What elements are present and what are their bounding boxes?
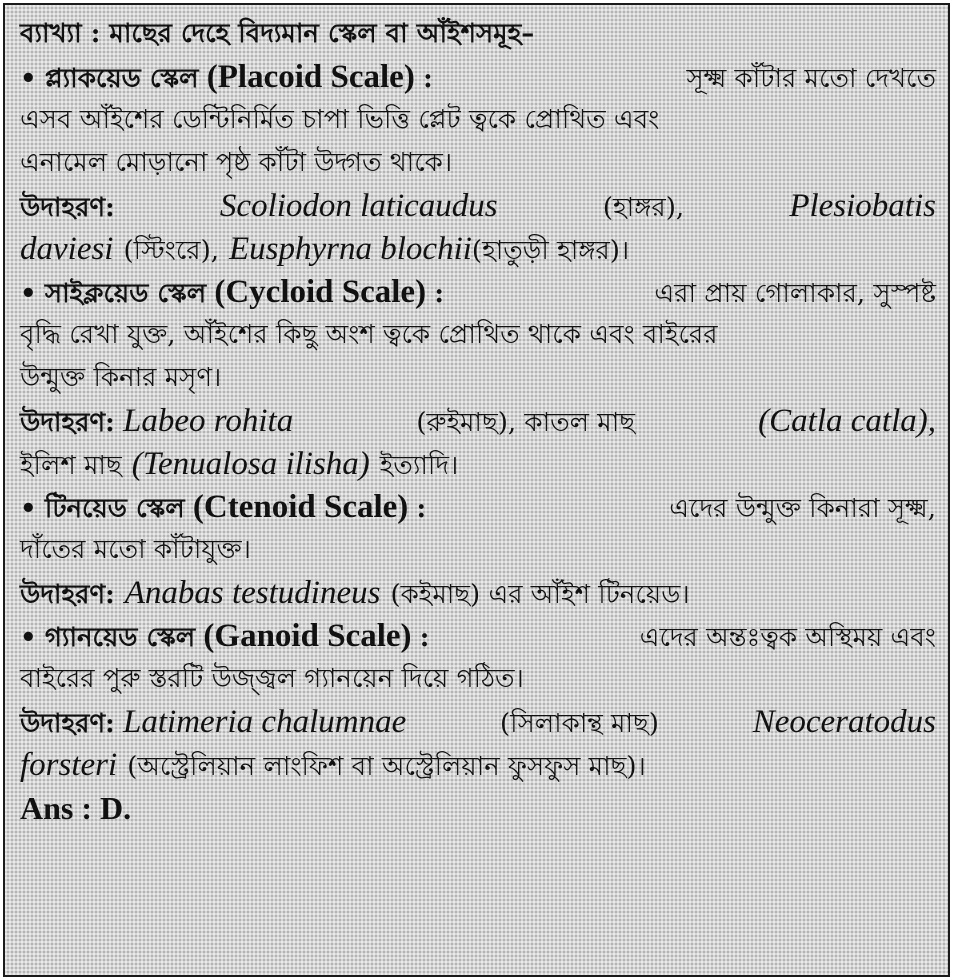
- placoid-desc-line3-row: [20, 142, 936, 185]
- scientific-name: Eusphyrna blochii: [229, 231, 472, 267]
- example-label: উদাহরণ:: [20, 709, 115, 739]
- ctenoid-desc-line2: দাঁতের মতো কাঁটাযুক্ত।: [20, 535, 251, 565]
- scientific-name: daviesi: [20, 231, 114, 267]
- cycloid-desc-line3-row: [20, 357, 936, 400]
- ctenoid-desc-line2-row: [20, 529, 936, 572]
- example-label: উদাহরণ:: [20, 193, 115, 223]
- scientific-name: (Catla catla),: [758, 403, 936, 439]
- common-name: (হাঙ্গর),: [602, 193, 685, 223]
- explanation-title-line: [20, 13, 936, 56]
- cycloid-example-line2: [20, 443, 936, 486]
- common-name: ইলিশ মাছ: [20, 451, 122, 481]
- placoid-desc-line2-row: [20, 99, 936, 142]
- common-name: ইত্যাদি।: [379, 451, 459, 481]
- example-label: উদাহরণ:: [20, 408, 115, 438]
- scientific-name: Anabas testudineus: [124, 575, 381, 611]
- cycloid-desc-line2: বৃদ্ধি রেখা যুক্ত, আঁইশের কিছু অংশ ত্বকে প্রোথিত থাকে এবং বাইরের: [20, 320, 718, 350]
- explanation-box: [3, 3, 950, 977]
- ctenoid-name-bn: টিনয়েড স্কেল: [44, 494, 185, 524]
- bullet: •: [20, 64, 37, 94]
- placoid-name-en: (Placoid Scale): [206, 59, 415, 95]
- scientific-name: (Tenualosa ilisha): [131, 446, 370, 482]
- ctenoid-example-line1: [20, 572, 936, 615]
- ganoid-name-bn: গ্যানয়েড স্কেল: [44, 623, 196, 653]
- answer: Ans : D.: [20, 790, 132, 826]
- ganoid-heading-line: [20, 615, 936, 658]
- ganoid-example-line1: [20, 701, 936, 744]
- cycloid-desc-line3: উন্মুক্ত কিনার মসৃণ।: [20, 363, 222, 393]
- cycloid-name-bn: সাইক্লয়েড স্কেল: [44, 279, 207, 309]
- separator: :: [434, 279, 444, 309]
- common-name: (স্টিংরে),: [123, 236, 220, 266]
- placoid-desc-line2: এসব আঁইশের ডেন্টিনির্মিত চাপা ভিত্তি প্লেট ত্বকে প্রোথিত এবং: [20, 105, 660, 135]
- placoid-heading: [20, 56, 433, 101]
- answer-line: [20, 787, 936, 830]
- cycloid-example-line1: [20, 400, 936, 443]
- common-name: (রুইমাছ), কাতল মাছ: [416, 408, 636, 438]
- placoid-name-bn: প্ল্যাকয়েড স্কেল: [44, 64, 199, 94]
- separator: :: [419, 623, 430, 653]
- common-name: (হাতুড়ী হাঙ্গর)।: [471, 236, 630, 266]
- ganoid-name-en: (Ganoid Scale): [203, 618, 412, 654]
- separator: :: [423, 64, 433, 94]
- ctenoid-heading: [20, 486, 426, 531]
- bullet: •: [20, 494, 37, 524]
- scientific-name: Labeo rohita: [123, 403, 294, 439]
- separator: :: [416, 494, 427, 524]
- cycloid-heading: [20, 271, 444, 316]
- placoid-heading-line: [20, 56, 936, 99]
- placoid-desc-line3: এনামেল মোড়ানো পৃষ্ঠ কাঁটা উদ্গত থাকে।: [20, 148, 453, 178]
- example-label: উদাহরণ:: [20, 580, 115, 610]
- cycloid-heading-line: [20, 271, 936, 314]
- ganoid-heading: [20, 615, 429, 660]
- common-name: (কইমাছ) এর আঁইশ টিনয়েড।: [390, 580, 690, 610]
- cycloid-name-en: (Cycloid Scale): [214, 274, 427, 310]
- placoid-desc-line1: সূক্ষ্ম কাঁটার মতো দেখতে: [686, 64, 936, 94]
- common-name: (সিলাকান্থ মাছ): [500, 709, 659, 739]
- cycloid-desc-line1: এরা প্রায় গোলাকার, সুস্পষ্ট: [654, 279, 936, 309]
- placoid-example-line2: [20, 228, 936, 271]
- ganoid-desc-line2: বাইরের পুরু স্তরটি উজ্জ্বল গ্যানয়েন দিয়ে গঠিত।: [20, 664, 524, 694]
- cycloid-desc-line2-row: [20, 314, 936, 357]
- scientific-name: forsteri: [20, 747, 118, 783]
- ctenoid-name-en: (Ctenoid Scale): [192, 489, 409, 525]
- ganoid-desc-line2-row: [20, 658, 936, 701]
- ctenoid-desc-line1: এদের উন্মুক্ত কিনারা সূক্ষ্ম,: [669, 494, 936, 524]
- ganoid-desc-line1: এদের অন্তঃত্বক অস্থিময় এবং: [639, 623, 936, 653]
- ctenoid-heading-line: [20, 486, 936, 529]
- scientific-name: Scoliodon laticaudus: [219, 188, 498, 224]
- placoid-example-line1: [20, 185, 936, 228]
- scientific-name: Latimeria chalumnae: [123, 704, 407, 740]
- ganoid-example-start: [20, 701, 406, 746]
- common-name: (অস্ট্রেলিয়ান লাংফিশ বা অস্ট্রেলিয়ান ফুসফুস মাছ)।: [127, 752, 646, 782]
- ganoid-example-line2: [20, 744, 936, 787]
- bullet: •: [20, 279, 37, 309]
- explanation-title: ব্যাখ্যা : মাছের দেহে বিদ্যমান স্কেল বা আঁইশসমূহ–: [20, 19, 535, 49]
- scientific-name: Neoceratodus: [752, 704, 936, 740]
- bullet: •: [20, 623, 37, 653]
- scientific-name: Plesiobatis: [789, 188, 936, 224]
- cycloid-example-start: [20, 400, 293, 445]
